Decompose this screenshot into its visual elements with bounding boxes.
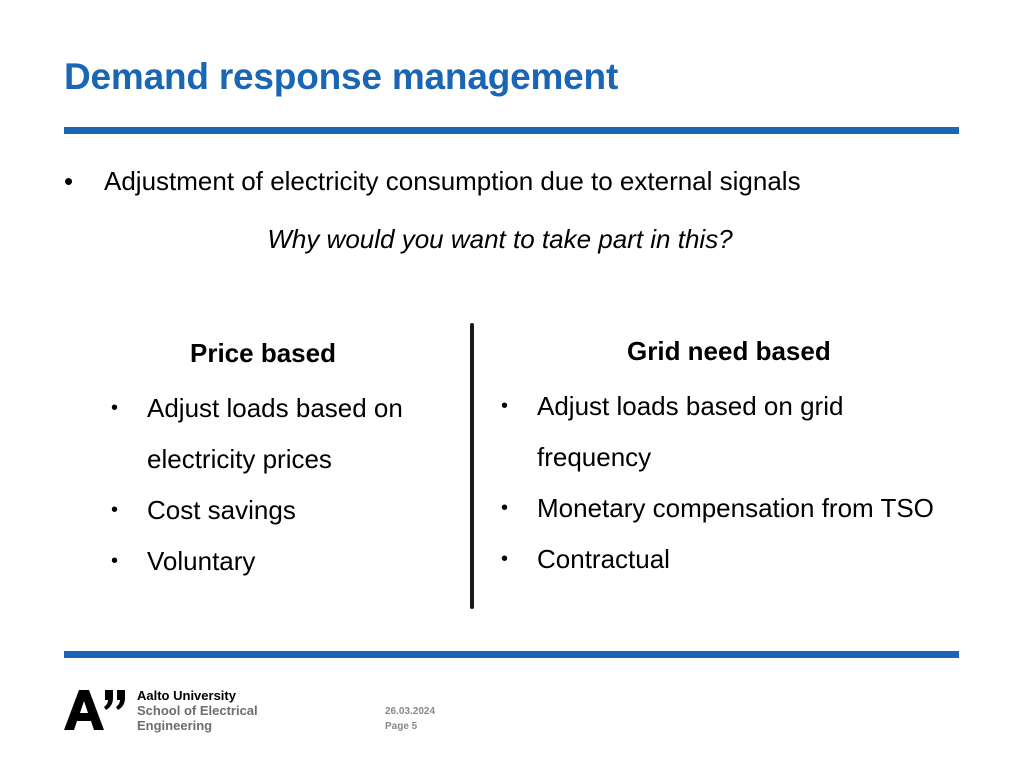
slide-meta [385,704,435,734]
top-divider [64,127,959,134]
org-line-school: School of Electrical [137,703,258,718]
list-item: • Voluntary [107,536,457,587]
price-based-heading: Price based [190,338,336,368]
grid-need-heading: Grid need based [627,336,831,366]
bottom-divider [64,651,959,658]
slide-page-number: Page 5 [385,721,418,732]
question-text: Why would you want to take part in this? [267,224,733,254]
list-item: • Adjust loads based on electricity prices [107,383,457,485]
slide-title: Demand response management [64,56,619,97]
slide-date: 26.03.2024 [385,706,436,717]
org-line-university: Aalto University [137,688,236,703]
list-item: • Cost savings [107,485,457,536]
main-bullet [64,166,801,197]
aalto-logo-icon [64,688,128,730]
list-item: • Contractual [497,534,997,585]
list-item: • Adjust loads based on grid frequency [497,381,877,483]
organization-name [137,688,258,733]
bullet-dot: • [64,166,74,196]
column-divider [470,323,474,609]
price-based-column [107,338,457,587]
main-bullet-text: Adjustment of electricity consumption due to external signals [104,166,801,196]
list-item: • Monetary compensation from TSO [497,483,997,534]
grid-need-column [497,336,997,585]
org-line-department: Engineering [137,718,213,733]
